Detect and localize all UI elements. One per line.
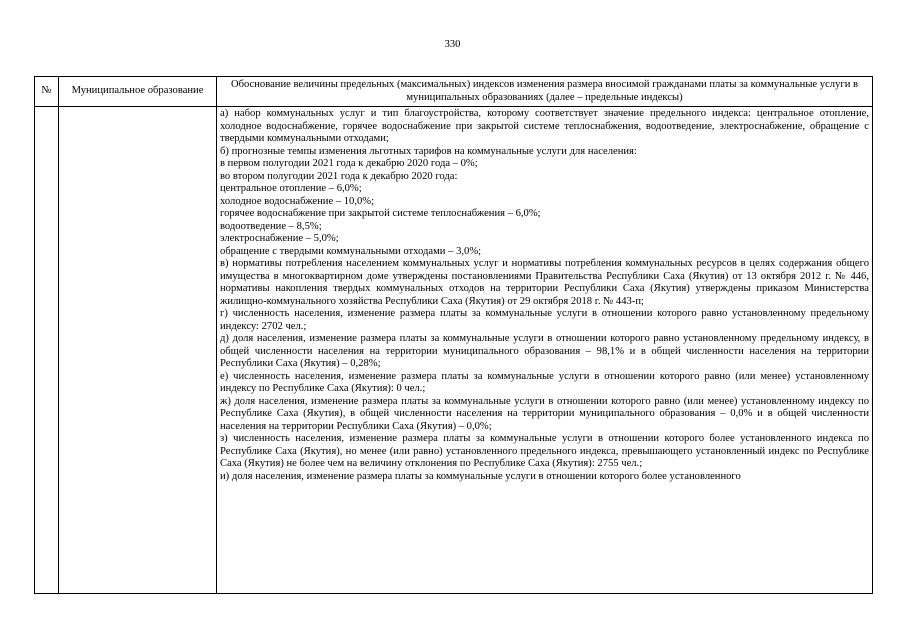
page-number: 330 [444, 39, 461, 50]
justification-paragraph: горячее водоснабжение при закрытой системе теплоснабжения – 6,0%; [220, 208, 541, 219]
justification-paragraph: центральное отопление – 6,0%; [220, 183, 362, 194]
justification-paragraph: а) набор коммунальных услуг и тип благоустройства, которому соответствует значение предельного индекса: центральное отопление, холодное водоснабжение, горячее водоснабжение при закрытой системе теплоснабжения, водоотведение, электроснабжение, обращение с твердыми коммунальными отходами; [220, 108, 869, 144]
tariff-index-table [34, 76, 873, 594]
justification-paragraph: электроснабжение – 5,0%; [220, 233, 339, 244]
table-row [35, 107, 873, 594]
header-municipality: Муниципальное образование [59, 77, 217, 107]
justification-paragraph: г) численность населения, изменение размера платы за коммунальные услуги в отношении которого равно установленному предельному индексу: 2702 чел.; [220, 308, 869, 332]
header-number: № [35, 77, 59, 107]
justification-text [220, 108, 869, 483]
justification-paragraph: холодное водоснабжение – 10,0%; [220, 195, 375, 207]
justification-paragraph: з) численность населения, изменение размера платы за коммунальные услуги в отношении которого более установленного индекса по Республике Саха (Якутия), но менее (или равно) установленного предельного индекса, превышающего установленный индекс по Республике Саха (Якутия) не более чем на величину отклонения по Республике Саха (Якутия): 2755 чел.; [220, 433, 869, 469]
justification-paragraph: б) прогнозные темпы изменения льготных тарифов на коммунальные услуги для населения: [220, 145, 637, 157]
table-header-row [35, 77, 873, 107]
header-justification: Обоснование величины предельных (максимальных) индексов изменения размера вносимой гражданами платы за коммунальные услуги в муниципальных образованиях (далее – предельные индексы) [217, 77, 873, 107]
justification-paragraph: и) доля населения, изменение размера платы за коммунальные услуги в отношении которого более установленного [220, 470, 741, 482]
justification-paragraph: обращение с твердыми коммунальными отходами – 3,0%; [220, 245, 482, 257]
justification-paragraph: во втором полугодии 2021 года к декабрю 2020 года: [220, 170, 458, 182]
justification-paragraph: в первом полугодии 2021 года к декабрю 2020 года – 0%; [220, 158, 478, 169]
justification-paragraph: водоотведение – 8,5%; [220, 220, 322, 232]
justification-paragraph: е) численность населения, изменение размера платы за коммунальные услуги в отношении которого равно (или менее) установленному индексу по Республике Саха (Якутия): 0 чел.; [220, 370, 869, 394]
cell-number [35, 107, 59, 594]
justification-paragraph: д) доля населения, изменение размера платы за коммунальные услуги в отношении которого равно установленному предельному индексу, в общей численности населения на территории муниципального образования – 98,1% и в общей численности населения на территории Республики Саха (Якутия) – 0,28%; [220, 333, 869, 369]
justification-paragraph: ж) доля населения, изменение размера платы за коммунальные услуги в отношении которого равно (или менее) установленному индексу по Республике Саха (Якутия), в общей численности населения на территории муниципального образования – 0,0% и в общей численности населения на территории Республики Саха (Якутия) – 0,0%; [220, 395, 869, 432]
cell-justification [217, 107, 873, 594]
justification-paragraph: в) нормативы потребления населением коммунальных услуг и нормативы потребления коммунальных ресурсов в целях содержания общего имущества в многоквартирном доме утверждены постановлениями Правительства Республики Саха (Якутия) от 13 октября 2012 г. № 446, нормативы накопления твердых коммунальных отходов на территории Республики Саха (Якутия) утверждены приказом Министерства жилищно-коммунального хозяйства Республики Саха (Якутия) от 29 октября 2018 г. № 443-п; [220, 258, 869, 307]
cell-municipality [59, 107, 217, 594]
